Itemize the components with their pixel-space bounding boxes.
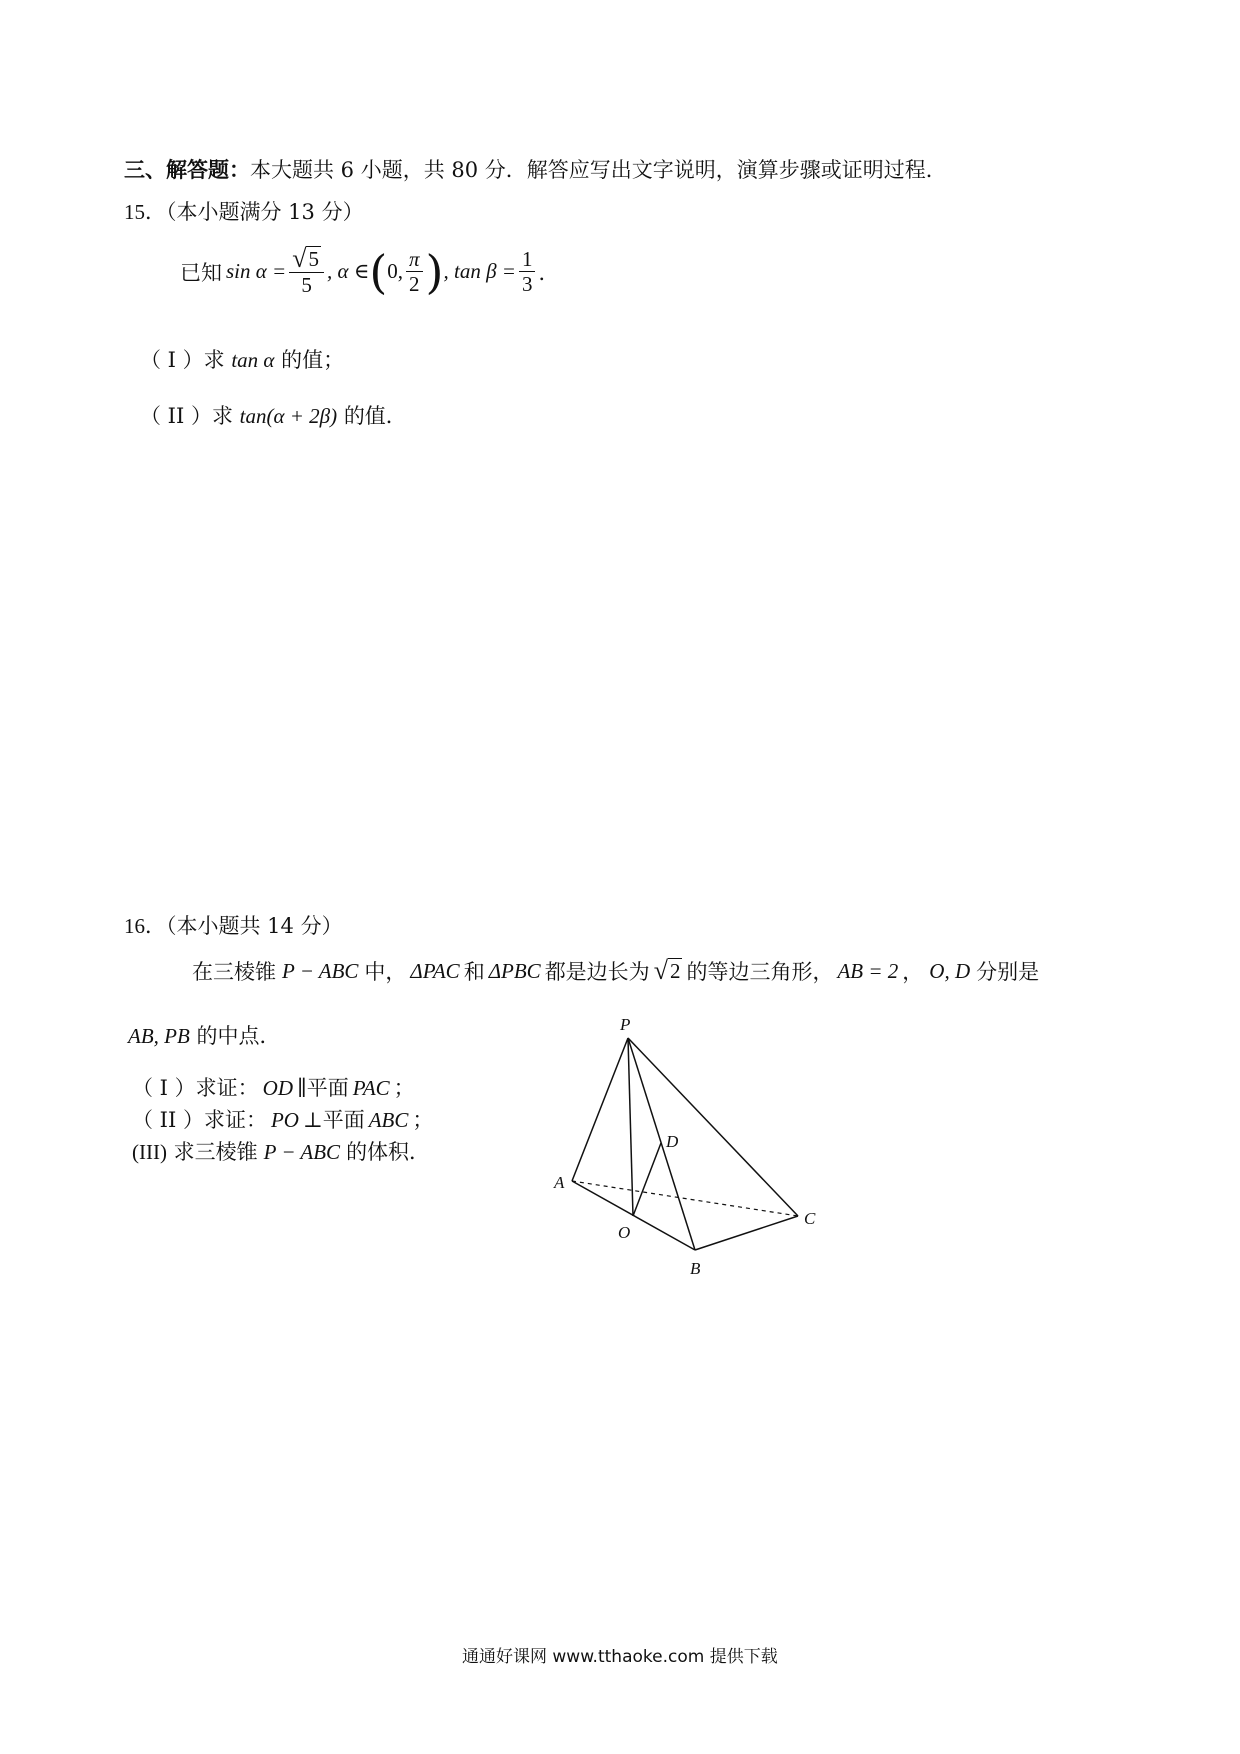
q15-frac3-num: 1 <box>519 247 536 272</box>
q15-fraction-pi-over-2 <box>406 247 423 296</box>
q15-part2-math: tan(α + 2β) <box>239 404 338 428</box>
q15-fraction-sqrt5-over-5 <box>289 246 324 297</box>
footer-text: 通通好课网 www.tthaoke.com 提供下载 <box>462 1647 778 1667</box>
q15-frac3-den: 3 <box>521 272 533 297</box>
q15-number: 15． <box>124 200 166 224</box>
q15-frac2-den: 2 <box>409 272 420 297</box>
q16-part3-math: P − ABC <box>263 1140 341 1164</box>
label-B: B <box>690 1259 701 1278</box>
q16-part1-label: （ I ） <box>132 1076 196 1100</box>
q15-part2-text-a: 求 <box>211 404 233 428</box>
q16-stem-math5: O, D <box>929 958 971 983</box>
q16-part1-text-b: ∥平面 <box>297 1076 349 1100</box>
q16-stem-d: 都是边长为 <box>544 960 650 984</box>
edge-BC <box>695 1216 798 1250</box>
q16-stem-sqrt: 2 <box>669 958 681 983</box>
q16-part1-text-a: 求证： <box>195 1076 259 1100</box>
section-heading-line <box>124 154 947 184</box>
edge-PC <box>628 1038 798 1216</box>
q16-stem-a: 在三棱锥 <box>192 960 276 984</box>
q15-header-line <box>124 196 364 226</box>
q15-fraction-1-over-3 <box>519 247 536 296</box>
section-heading: 三、解答题： <box>124 157 250 182</box>
q15-part1 <box>140 344 344 374</box>
q15-part2 <box>140 400 407 430</box>
edge-AC-hidden <box>572 1181 798 1216</box>
q16-part1-math-b: PAC <box>352 1076 390 1100</box>
sqrt-icon: √ <box>292 244 307 273</box>
q16-part3-text-a: 求三棱锥 <box>173 1140 258 1164</box>
q15-part1-text-a: 求 <box>203 348 225 372</box>
q16-part2-text-b: ⊥平面 <box>302 1108 365 1132</box>
q15-part1-math: tan α <box>231 348 275 372</box>
q15-part2-text-b: 的值． <box>343 404 407 428</box>
q16-stem-g: 分别是 <box>976 960 1040 984</box>
label-P: P <box>620 1015 631 1034</box>
q16-part1-math-a: OD <box>262 1076 293 1100</box>
q16-stem-math2: ΔPAC <box>410 958 460 983</box>
q16-part2-math-b: ABC <box>368 1108 409 1132</box>
q15-alpha-in: , α ∈ <box>326 259 370 284</box>
label-O: O <box>618 1223 631 1242</box>
q16-part2-label: （ II ） <box>132 1108 204 1132</box>
label-D: D <box>666 1132 679 1151</box>
label-C: C <box>804 1209 816 1228</box>
q16-stem-c: 和 <box>463 960 485 984</box>
q16-stem-line2 <box>128 1020 281 1050</box>
q16-stem-f: ， <box>902 960 924 984</box>
q16-part3-label: (III) <box>132 1140 167 1164</box>
q15-part2-label: （ II ） <box>140 404 212 428</box>
q16-part3-text-b: 的体积． <box>346 1140 431 1164</box>
q15-tan-beta: , tan β = <box>443 259 516 284</box>
q16-part1 <box>132 1072 415 1102</box>
q15-part1-text-b: 的值； <box>281 348 345 372</box>
q16-stem-line2-text: 的中点． <box>196 1024 281 1048</box>
q16-header-line <box>124 910 343 940</box>
q16-part1-end: ； <box>393 1076 415 1100</box>
q15-frac1-num: 5 <box>308 247 319 271</box>
q15-end-dot: ． <box>538 260 560 285</box>
q16-stem-math3: ΔPBC <box>488 958 541 983</box>
q15-frac2-num: π <box>406 247 423 272</box>
q16-header: （本小题共 14 分） <box>166 914 343 938</box>
q15-part1-label: （ I ） <box>140 348 204 372</box>
q16-part2-math-a: PO <box>270 1108 299 1132</box>
pyramid-figure <box>540 1010 840 1280</box>
q15-given-formula <box>180 246 559 297</box>
q16-stem-e: 的等边三角形， <box>686 960 834 984</box>
q16-part2-end: ； <box>412 1108 434 1132</box>
q16-stem-math4: AB = 2 <box>837 958 899 983</box>
left-paren-icon: ( <box>369 244 388 299</box>
edge-PA <box>572 1038 628 1181</box>
q15-frac1-den: 5 <box>301 273 312 298</box>
q16-part2 <box>132 1104 433 1134</box>
q15-header: （本小题满分 13 分） <box>166 200 364 224</box>
edge-OD <box>633 1143 661 1216</box>
q16-sqrt2 <box>653 955 683 985</box>
q16-stem-line2-math: AB, PB <box>128 1024 190 1048</box>
right-paren-icon: ) <box>425 244 444 299</box>
q16-part2-text-a: 求证： <box>203 1108 267 1132</box>
label-A: A <box>554 1173 565 1192</box>
q15-interval-zero: 0, <box>387 259 404 284</box>
q16-part3 <box>132 1136 430 1166</box>
section-intro: 本大题共 6 小题，共 80 分．解答应写出文字说明，演算步骤或证明过程． <box>250 158 947 182</box>
q15-sin-alpha: sin α = <box>226 259 287 284</box>
q15-given-prefix: 已知 <box>180 260 222 285</box>
sqrt-icon: √ <box>653 955 668 985</box>
q16-stem-b: 中， <box>364 960 407 984</box>
q16-stem-math1: P − ABC <box>282 958 359 983</box>
q16-stem-line1 <box>192 956 1039 986</box>
q16-number: 16． <box>124 914 166 938</box>
